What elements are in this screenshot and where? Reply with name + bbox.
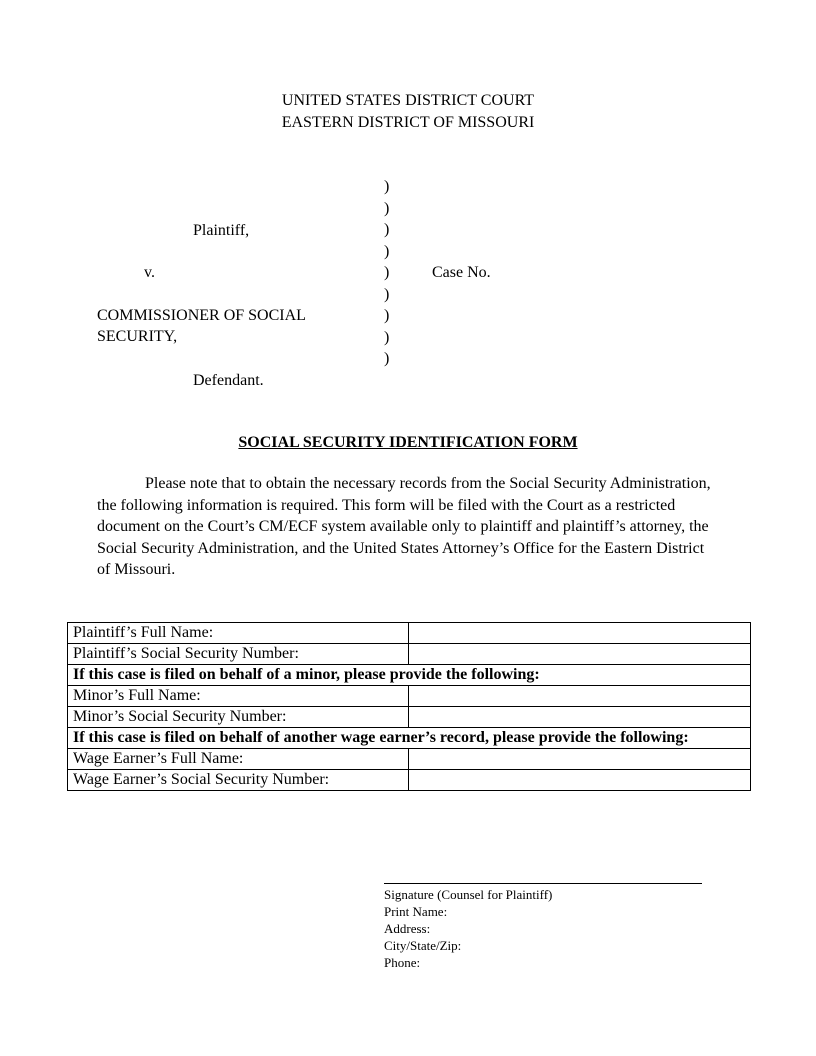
paren: ) (384, 350, 390, 367)
wage-earner-full-name-label: Wage Earner’s Full Name: (68, 749, 409, 770)
wage-earner-ssn-field[interactable] (409, 770, 751, 791)
wage-earner-section-header: If this case is filed on behalf of another wage earner’s record, please provide the following: (68, 728, 751, 749)
defendant-name-line1: COMMISSIONER OF SOCIAL (97, 307, 306, 324)
case-number-label: Case No. (432, 264, 491, 281)
caption-parentheses (384, 176, 389, 370)
paren: ) (384, 285, 390, 303)
paren: ) (384, 242, 390, 260)
minor-section-header: If this case is filed on behalf of a minor, please provide the following: (68, 665, 751, 686)
address-label: Address: (384, 921, 431, 936)
print-name-label: Print Name: (384, 904, 448, 919)
table-row (68, 728, 751, 749)
intro-paragraph: Please note that to obtain the necessary records from the Social Security Administration, the following information is required. This form will be filed with the Court as a restricted document on the Court’s CM/ECF system available only to plaintiff and plaintiff’s attorney, the Social Security Administration, and the United States Attorney’s Office for the Eastern District of Missouri. (97, 475, 711, 579)
minor-ssn-label: Minor’s Social Security Number: (68, 707, 409, 728)
paren: ) (384, 221, 390, 238)
defendant-label: Defendant. (193, 372, 264, 389)
signature-label: Signature (Counsel for Plaintiff) (384, 887, 553, 902)
wage-earner-ssn-label: Wage Earner’s Social Security Number: (68, 770, 409, 791)
table-row (68, 707, 751, 728)
paren: ) (384, 178, 390, 195)
defendant-name-line2: SECURITY, (97, 328, 178, 345)
table-row (68, 644, 751, 665)
table-row (68, 623, 751, 644)
wage-earner-full-name-field[interactable] (409, 749, 751, 770)
court-district: EASTERN DISTRICT OF MISSOURI (281, 114, 535, 131)
plaintiff-full-name-field[interactable] (409, 623, 751, 644)
minor-full-name-label: Minor’s Full Name: (68, 686, 409, 707)
plaintiff-ssn-label: Plaintiff’s Social Security Number: (68, 644, 409, 665)
court-name: UNITED STATES DISTRICT COURT (281, 92, 535, 109)
table-row (68, 665, 751, 686)
table-row (68, 749, 751, 770)
signature-block (384, 886, 552, 971)
form-title: SOCIAL SECURITY IDENTIFICATION FORM (238, 434, 578, 451)
paren: ) (384, 199, 390, 217)
plaintiff-ssn-field[interactable] (409, 644, 751, 665)
city-state-zip-label: City/State/Zip: (384, 938, 462, 953)
identification-table (67, 622, 751, 791)
plaintiff-label: Plaintiff, (193, 222, 250, 239)
plaintiff-full-name-label: Plaintiff’s Full Name: (68, 623, 409, 644)
signature-line[interactable] (384, 883, 702, 884)
table-row (68, 686, 751, 707)
versus-label: v. (144, 264, 155, 281)
paren: ) (384, 307, 390, 324)
minor-full-name-field[interactable] (409, 686, 751, 707)
paren: ) (384, 328, 390, 346)
minor-ssn-field[interactable] (409, 707, 751, 728)
table-row (68, 770, 751, 791)
paren: ) (384, 264, 390, 281)
phone-label: Phone: (384, 955, 421, 970)
